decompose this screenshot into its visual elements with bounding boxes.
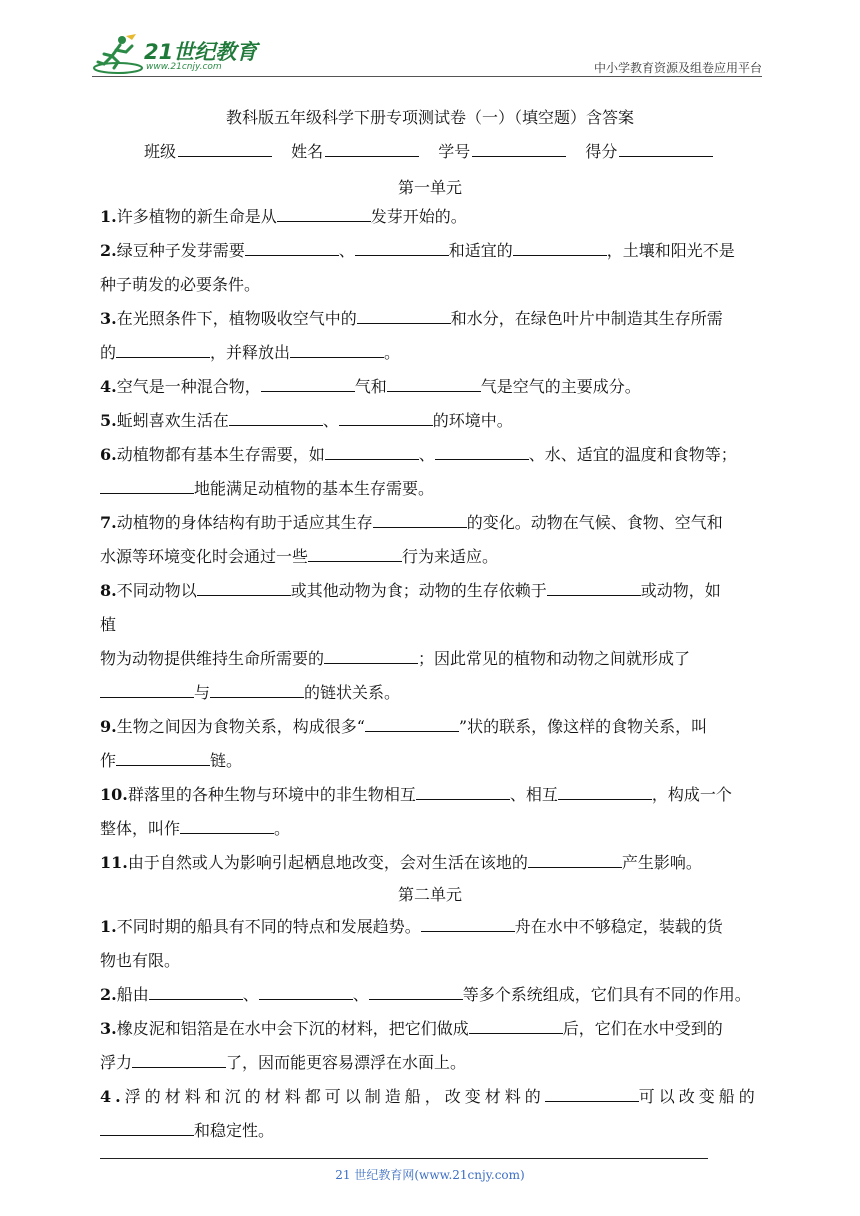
- answer-blank[interactable]: [132, 1051, 226, 1068]
- question-u2-3-cont: 浮力 了，因而能更容易漂浮在水面上。: [100, 1053, 467, 1072]
- question-u1-9: 9.生物之间因为食物关系，构成很多“ ”状的联系，像这样的食物关系，叫: [100, 717, 708, 736]
- answer-blank[interactable]: [229, 409, 323, 426]
- answer-blank[interactable]: [149, 983, 243, 1000]
- question-u1-8-cont1: 植: [100, 615, 117, 634]
- answer-blank[interactable]: [277, 205, 371, 222]
- question-u1-2: 2.绿豆种子发芽需要 、 和适宜的 ，土壤和阳光不是: [100, 241, 735, 260]
- answer-blank[interactable]: [357, 307, 451, 324]
- answer-blank[interactable]: [259, 983, 353, 1000]
- question-u2-2: 2.船由 、 、 等多个系统组成，它们具有不同的作用。: [100, 985, 751, 1004]
- name-field[interactable]: 姓名: [291, 139, 419, 162]
- student-info-row: [144, 139, 727, 162]
- answer-blank[interactable]: [261, 375, 355, 392]
- answer-blank[interactable]: [365, 715, 459, 732]
- answer-blank[interactable]: [421, 915, 515, 932]
- page-title: 教科版五年级科学下册专项测试卷（一）（填空题）含答案: [225, 108, 634, 127]
- answer-blank[interactable]: [180, 817, 274, 834]
- footer-divider: [100, 1158, 708, 1159]
- logo-brand-text: 21世纪教育: [144, 40, 258, 64]
- question-u1-10: 10.群落里的各种生物与环境中的非生物相互 、相互 ，构成一个: [100, 785, 732, 804]
- page-footer[interactable]: 21 世纪教育网(www.21cnjy.com): [335, 1168, 525, 1182]
- unit-heading: 第一单元: [397, 178, 462, 197]
- answer-blank[interactable]: [545, 1085, 639, 1102]
- question-u1-3: 3.在光照条件下，植物吸收空气中的 和水分，在绿色叶片中制造其生存所需: [100, 309, 723, 328]
- question-u2-4-cont: 和稳定性。: [100, 1114, 762, 1148]
- unit-heading: 第二单元: [397, 885, 462, 904]
- question-u1-9-cont: 作 链。: [100, 751, 243, 770]
- answer-blank[interactable]: [325, 443, 419, 460]
- question-u1-3-cont: 的 ，并释放出 。: [100, 343, 401, 362]
- question-u1-5: 5.蚯蚓喜欢生活在 、 的环境中。: [100, 411, 513, 430]
- question-u1-8-cont3: 与 的链状关系。: [100, 676, 762, 710]
- answer-blank[interactable]: [373, 511, 467, 528]
- answer-blank[interactable]: [513, 239, 607, 256]
- question-u1-6: 6.动植物都有基本生存需要，如 、 、水、适宜的温度和食物等；: [100, 445, 737, 464]
- answer-blank[interactable]: [528, 851, 622, 868]
- answer-blank[interactable]: [324, 647, 418, 664]
- answer-blank[interactable]: [245, 239, 339, 256]
- answer-blank[interactable]: [435, 443, 529, 460]
- question-u2-4: 4.浮的材料和沉的材料都可以制造船，改变材料的 可以改变船的: [100, 1087, 759, 1106]
- question-u1-11: 11.由于自然或人为影响引起栖息地改变，会对生活在该地的 产生影响。: [100, 853, 702, 872]
- question-u1-8-cont2: 物为动物提供维持生命所需要的 ；因此常见的植物和动物之间就形成了: [100, 649, 691, 668]
- score-field[interactable]: 得分: [585, 139, 713, 162]
- answer-blank[interactable]: [210, 681, 304, 698]
- answer-blank[interactable]: [387, 375, 481, 392]
- answer-blank[interactable]: [116, 341, 210, 358]
- answer-blank[interactable]: [558, 783, 652, 800]
- question-u2-1: 1.不同时期的船具有不同的特点和发展趋势。 舟在水中不够稳定，装载的货: [100, 917, 723, 936]
- header-divider: [92, 76, 762, 77]
- answer-blank[interactable]: [197, 579, 291, 596]
- answer-blank[interactable]: [339, 409, 433, 426]
- page-header: [92, 28, 762, 78]
- platform-name: 中小学教育资源及组卷应用平台: [593, 61, 762, 75]
- answer-blank[interactable]: [100, 681, 194, 698]
- question-u1-7: 7.动植物的身体结构有助于适应其生存 的变化。动物在气候、食物、空气和: [100, 513, 723, 532]
- question-u2-1-cont: 物也有限。: [100, 951, 181, 970]
- answer-blank[interactable]: [116, 749, 210, 766]
- logo-url-text: www.21cnjy.com: [146, 62, 222, 72]
- question-u1-1: 1.许多植物的新生命是从 发芽开始的。: [100, 207, 467, 226]
- question-u1-6-cont: 地能满足动植物的基本生存需要。: [100, 472, 762, 506]
- class-field[interactable]: 班级: [144, 139, 272, 162]
- question-u2-3: 3.橡皮泥和铝箔是在水中会下沉的材料，把它们做成 后，它们在水中受到的: [100, 1019, 723, 1038]
- question-u1-2-cont: 种子萌发的必要条件。: [100, 275, 261, 294]
- answer-blank[interactable]: [355, 239, 449, 256]
- student-id-field[interactable]: 学号: [438, 139, 566, 162]
- site-logo[interactable]: [92, 32, 262, 76]
- answer-blank[interactable]: [100, 477, 194, 494]
- runner-logo-icon: [92, 32, 144, 76]
- answer-blank[interactable]: [290, 341, 384, 358]
- question-u1-4: 4.空气是一种混合物， 气和 气是空气的主要成分。: [100, 377, 641, 396]
- question-u1-7-cont: 水源等环境变化时会通过一些 行为来适应。: [100, 547, 499, 566]
- answer-blank[interactable]: [469, 1017, 563, 1034]
- question-u1-10-cont: 整体，叫作 。: [100, 819, 291, 838]
- answer-blank[interactable]: [308, 545, 402, 562]
- answer-blank[interactable]: [369, 983, 463, 1000]
- question-u1-8: 8.不同动物以 或其他动物为食；动物的生存依赖于 或动物，如: [100, 581, 721, 600]
- answer-blank[interactable]: [547, 579, 641, 596]
- answer-blank[interactable]: [416, 783, 510, 800]
- answer-blank[interactable]: [100, 1119, 194, 1136]
